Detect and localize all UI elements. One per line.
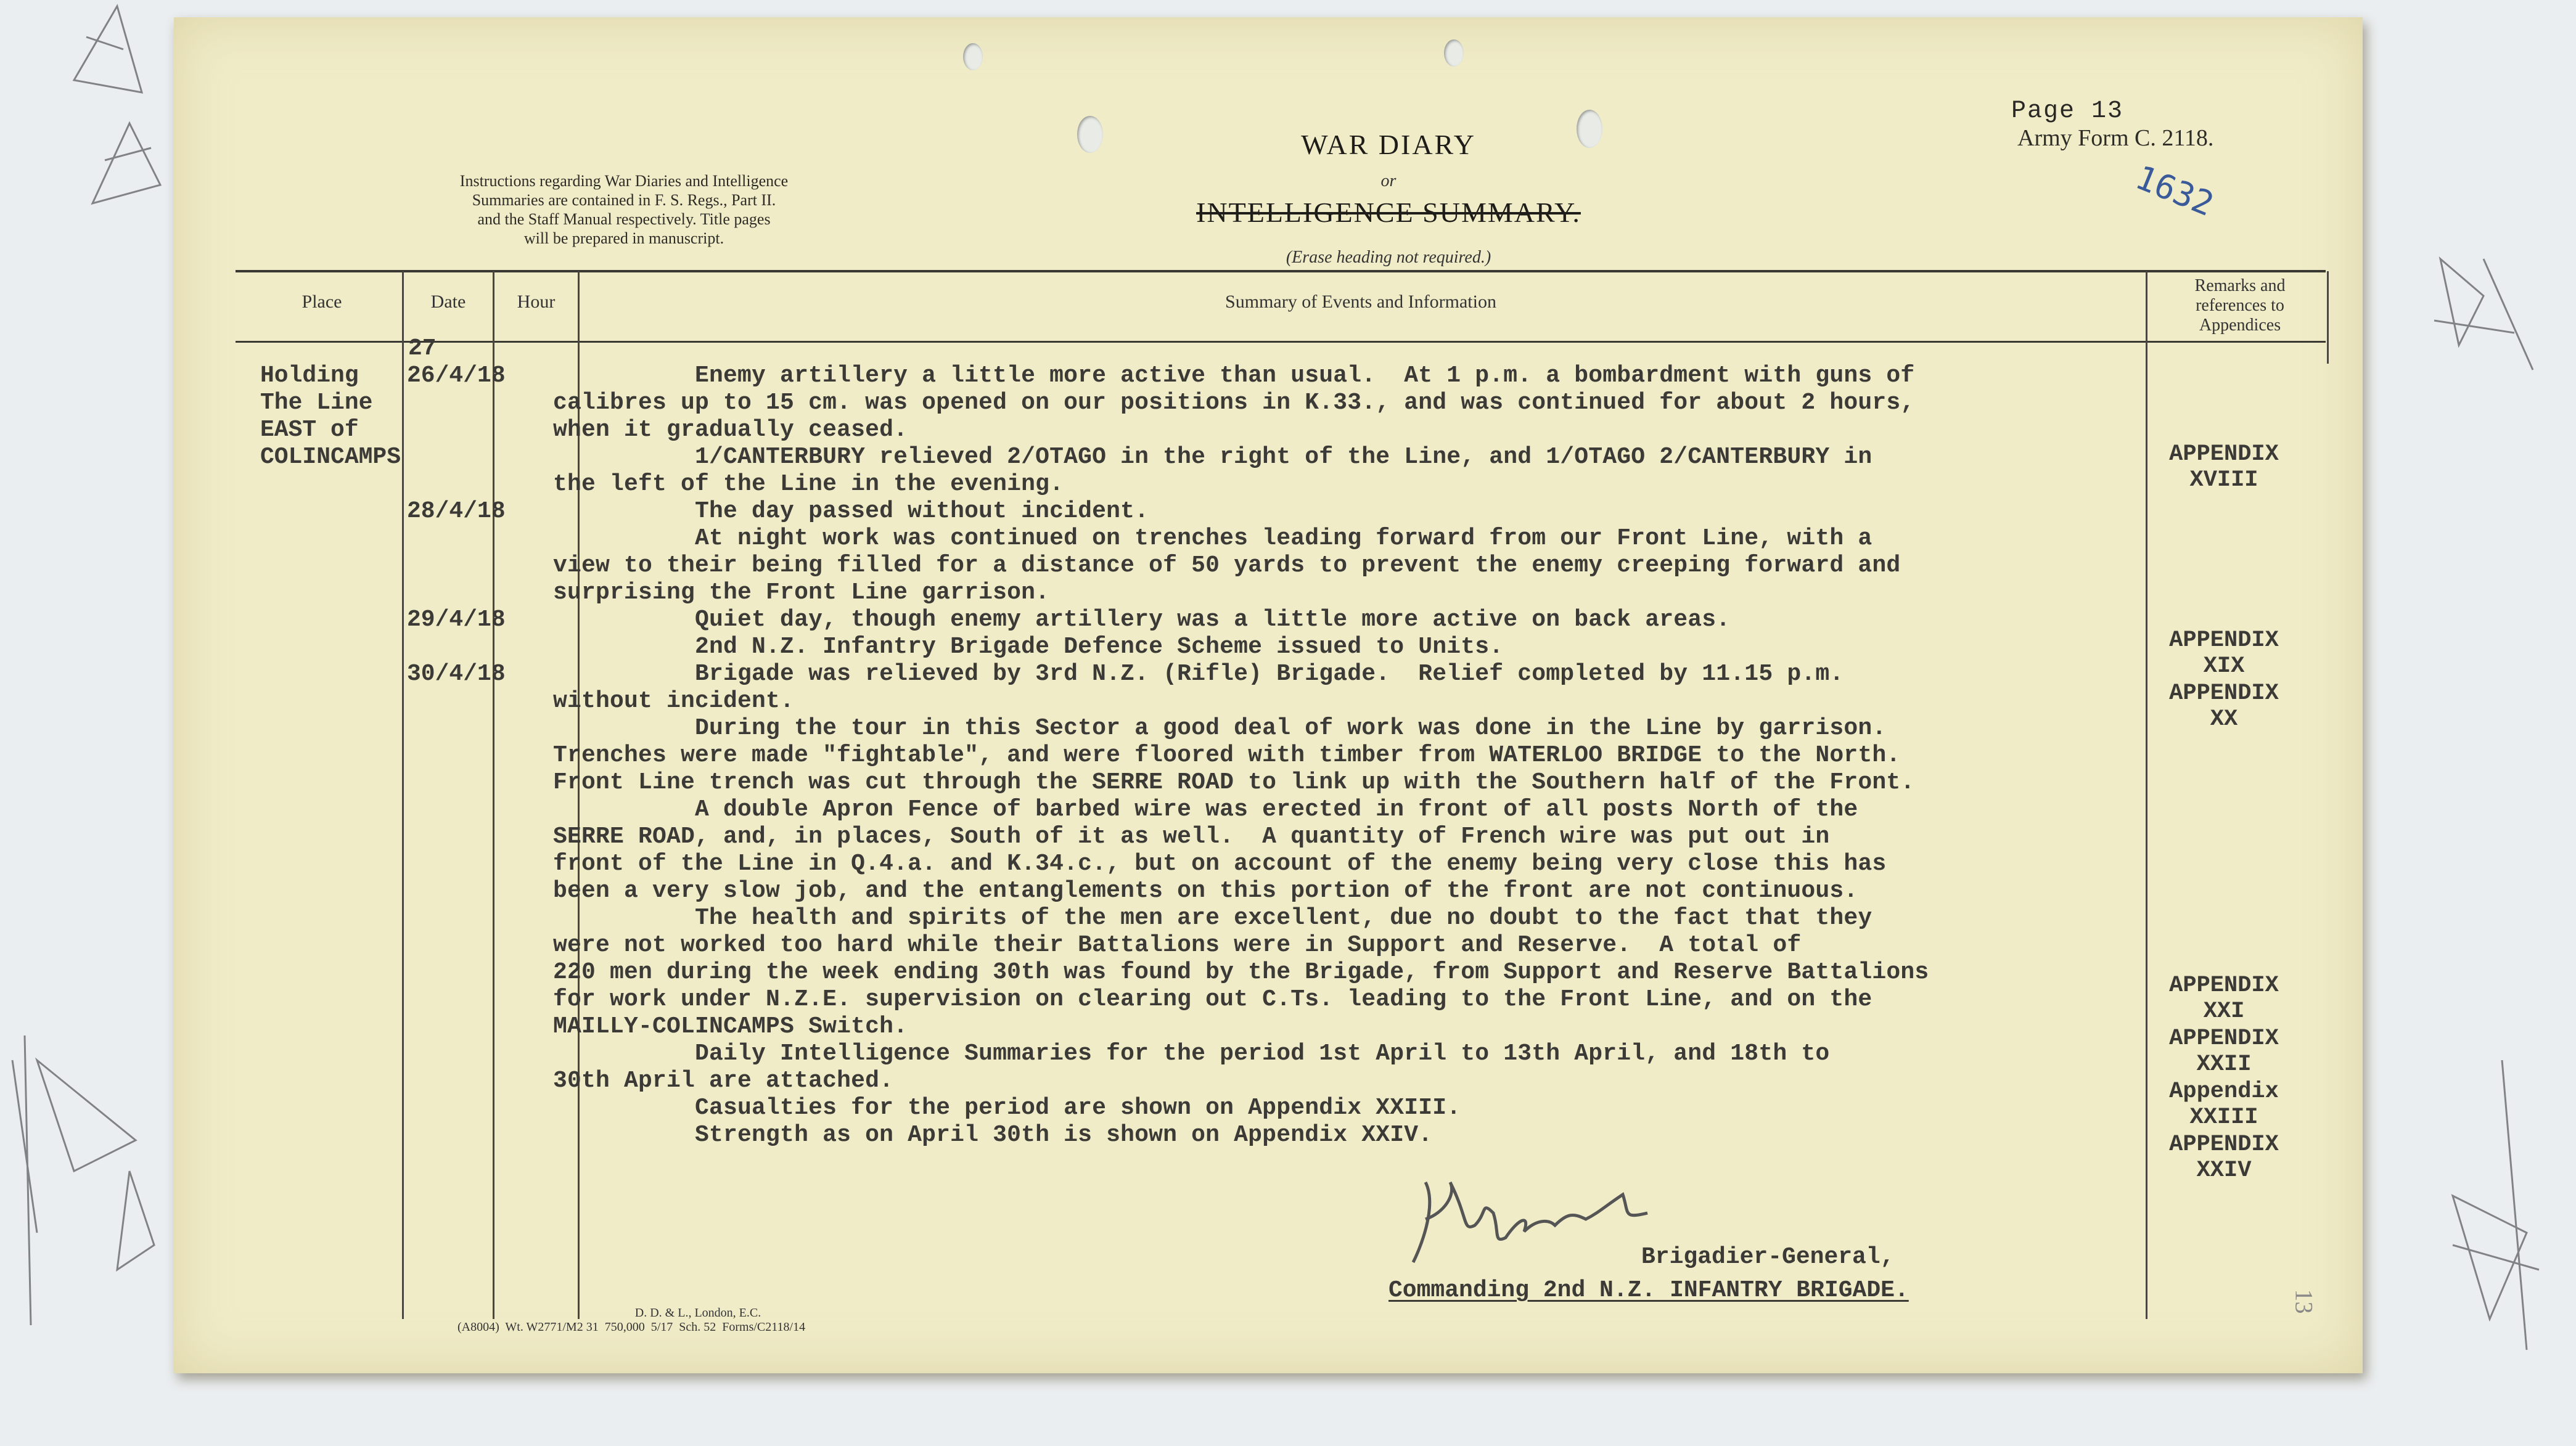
signature-command: Commanding 2nd N.Z. INFANTRY BRIGADE. xyxy=(1388,1277,1909,1304)
printer-imprint-detail: (A8004) Wt. W2771/M2 31 750,000 5/17 Sch. 52 Forms/C2118/14 xyxy=(457,1320,806,1334)
column-header-place: Place xyxy=(301,292,342,312)
summary-line: were not worked too hard while their Battalions were in Support and Reserve. A total of xyxy=(553,932,1802,958)
summary-line: Brigade was relieved by 3rd N.Z. (Rifle) Brigade. Relief completed by 11.15 p.m. xyxy=(553,661,1844,687)
signature-title: Brigadier-General, xyxy=(1641,1244,1895,1270)
title-or: or xyxy=(1380,171,1397,190)
punch-hole xyxy=(963,43,983,70)
place-entry xyxy=(260,362,401,471)
place-line: COLINCAMPS xyxy=(260,444,401,470)
appendix-ref: APPENDIX XIX xyxy=(2169,627,2279,679)
column-header-remarks xyxy=(2157,276,2323,335)
table-header-rule xyxy=(236,341,2326,343)
remarks-header-line: references to xyxy=(2196,296,2284,315)
summary-line: During the tour in this Sector a good deal of work was done in the Line by garrison. xyxy=(553,715,1887,741)
remarks-header-line: Remarks and xyxy=(2194,276,2286,295)
summary-line: Trenches were made "fightable", and were floored with timber from WATERLOO BRIDGE to the North. xyxy=(553,742,1901,769)
summary-line: The health and spirits of the men are excellent, due no doubt to the fact that they xyxy=(553,905,1873,931)
date-entry: 28/4/18 xyxy=(407,498,506,525)
summary-line: the left of the Line in the evening. xyxy=(553,471,1064,497)
summary-line: without incident. xyxy=(553,688,795,714)
instructions-note xyxy=(285,171,963,248)
instructions-line: will be prepared in manuscript. xyxy=(523,229,724,247)
summary-line: Daily Intelligence Summaries for the period 1st April to 13th April, and 18th to xyxy=(553,1040,1830,1067)
summary-line: 30th April are attached. xyxy=(553,1068,894,1094)
column-divider xyxy=(2327,271,2329,364)
appendix-ref: APPENDIX XXII xyxy=(2169,1026,2279,1077)
place-line: The Line xyxy=(260,390,373,416)
column-divider xyxy=(493,271,494,1319)
appendix-ref: APPENDIX XXI xyxy=(2169,973,2279,1024)
war-diary-page xyxy=(174,17,2363,1373)
handwritten-signature xyxy=(1401,1158,1678,1281)
summary-line: Quiet day, though enemy artillery was a little more active on back areas. xyxy=(553,607,1731,633)
column-header-hour: Hour xyxy=(517,292,556,312)
instructions-line: Instructions regarding War Diaries and Intelligence xyxy=(459,172,789,190)
appendix-ref: APPENDIX XVIII xyxy=(2169,441,2279,493)
archive-stamp-number: 1632 xyxy=(2130,157,2220,224)
date-correction: 27 xyxy=(408,335,437,362)
place-line: EAST of xyxy=(260,417,359,443)
summary-line: calibres up to 15 cm. was opened on our positions in K.33., and was continued for about 2 hours, xyxy=(553,390,1915,416)
summary-line: Casualties for the period are shown on Appendix XXIII. xyxy=(553,1095,1461,1121)
summary-line: Strength as on April 30th is shown on Appendix XXIV. xyxy=(553,1122,1433,1148)
summary-line: A double Apron Fence of barbed wire was erected in front of all posts North of the xyxy=(553,796,1858,823)
summary-line: 220 men during the week ending 30th was found by the Brigade, from Support and Reserve Battalions xyxy=(553,959,1929,986)
summary-line: Front Line trench was cut through the SERRE ROAD to link up with the Southern half of the Front. xyxy=(553,769,1915,796)
army-form-number: Army Form C. 2118. xyxy=(2017,125,2214,151)
date-entry: 26/4/18 xyxy=(407,362,506,389)
summary-line: Enemy artillery a little more active than usual. At 1 p.m. a bombardment with guns of xyxy=(553,362,1915,389)
instructions-line: Summaries are contained in F. S. Regs., Part II. xyxy=(472,191,776,209)
instructions-line: and the Staff Manual respectively. Title pages xyxy=(477,210,771,228)
column-header-summary: Summary of Events and Information xyxy=(1225,292,1496,312)
appendix-ref: Appendix XXIII xyxy=(2169,1079,2279,1130)
erase-note: (Erase heading not required.) xyxy=(1286,248,1491,267)
appendix-ref: APPENDIX XXIV xyxy=(2169,1132,2279,1183)
summary-line: for work under N.Z.E. supervision on clearing out C.Ts. leading to the Front Line, and on the xyxy=(553,986,1873,1013)
summary-text xyxy=(553,362,2168,1149)
punch-hole xyxy=(1077,116,1103,153)
remarks-header-line: Appendices xyxy=(2199,316,2281,335)
page-subtitle-struck: INTELLIGENCE SUMMARY. xyxy=(1196,197,1581,228)
margin-folio-number: 13 xyxy=(2290,1289,2318,1314)
appendix-ref: APPENDIX XX xyxy=(2169,680,2279,732)
summary-line: when it gradually ceased. xyxy=(553,417,908,443)
punch-hole xyxy=(1444,39,1464,67)
summary-line: The day passed without incident. xyxy=(553,498,1149,525)
page-number: Page 13 xyxy=(2011,97,2124,125)
printer-imprint: D. D. & L., London, E.C. xyxy=(634,1306,761,1320)
column-header-date: Date xyxy=(430,292,466,312)
summary-line: SERRE ROAD, and, in places, South of it as well. A quantity of French wire was put out in xyxy=(553,823,1830,850)
summary-line: 1/CANTERBURY relieved 2/OTAGO in the right of the Line, and 1/OTAGO 2/CANTERBURY in xyxy=(553,444,1873,470)
table-top-rule xyxy=(236,270,2326,272)
summary-line: 2nd N.Z. Infantry Brigade Defence Scheme issued to Units. xyxy=(553,634,1504,660)
page-title: WAR DIARY xyxy=(1301,129,1476,160)
summary-line: At night work was continued on trenches leading forward from our Front Line, with a xyxy=(553,525,1873,552)
place-line: Holding xyxy=(260,362,359,389)
date-entry: 30/4/18 xyxy=(407,661,506,687)
date-entry: 29/4/18 xyxy=(407,607,506,633)
column-divider xyxy=(402,271,404,1319)
summary-line: front of the Line in Q.4.a. and K.34.c., but on account of the enemy being very close this has xyxy=(553,851,1887,877)
summary-line: MAILLY-COLINCAMPS Switch. xyxy=(553,1013,908,1040)
margin-sketch-right xyxy=(2391,0,2576,1446)
margin-sketch-left xyxy=(0,0,185,1446)
summary-line: surprising the Front Line garrison. xyxy=(553,579,1050,606)
summary-line: been a very slow job, and the entanglements on this portion of the front are not continuous. xyxy=(553,878,1858,904)
summary-line: view to their being filled for a distance of 50 yards to prevent the enemy creeping forward and xyxy=(553,552,1901,579)
